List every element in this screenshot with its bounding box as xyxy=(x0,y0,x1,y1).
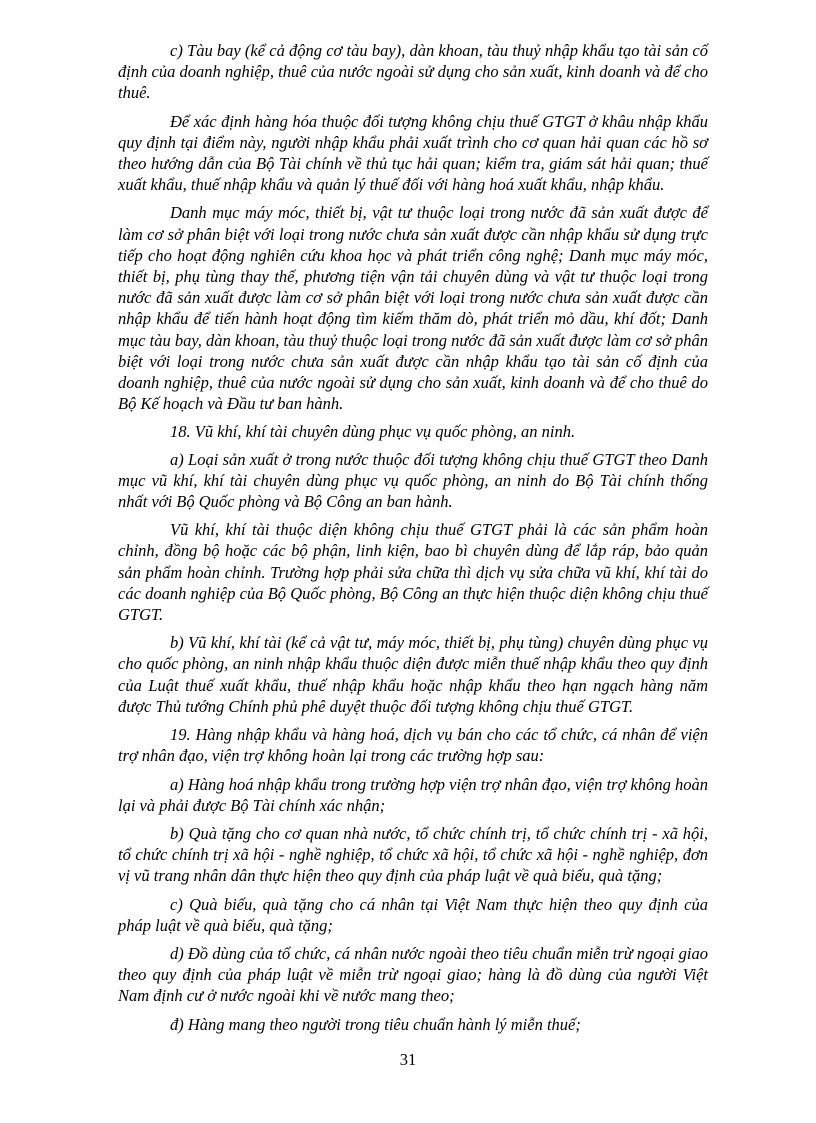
paragraph-item-19b: b) Quà tặng cho cơ quan nhà nước, tổ chức chính trị, tổ chức chính trị - xã hội, tổ chức chính trị xã hội - nghề nghiệp, tổ chức xã hội, tổ chức xã hội - nghề nghiệp, đơn vị vũ trang nhân dân thực hiện theo quy định của pháp luật về quà biếu, quà tặng; xyxy=(118,823,708,886)
paragraph-item-18a: a) Loại sản xuất ở trong nước thuộc đối tượng không chịu thuế GTGT theo Danh mục vũ khí, khí tài chuyên dùng phục vụ quốc phòng, an ninh do Bộ Tài chính thống nhất với Bộ Quốc phòng và Bộ Công an ban hành. xyxy=(118,449,708,512)
paragraph-item-18-heading: 18. Vũ khí, khí tài chuyên dùng phục vụ quốc phòng, an ninh. xyxy=(170,422,576,442)
paragraph-aircraft-rigs-ships: c) Tàu bay (kể cả động cơ tàu bay), dàn khoan, tàu thuỷ nhập khẩu tạo tài sản cố định của doanh nghiệp, thuê của nước ngoài sử dụng cho sản xuất, kinh doanh và để cho thuê. xyxy=(118,41,708,103)
page-number: 31 xyxy=(399,1050,417,1069)
paragraph-customs-dossier: Để xác định hàng hóa thuộc đối tượng không chịu thuế GTGT ở khâu nhập khẩu quy định tại điểm này, người nhập khẩu phải xuất trình cho cơ quan hải quan các hồ sơ theo hướng dẫn của Bộ Tài chính về thủ tục hải quan; kiểm tra, giám sát hải quan; thuế xuất khẩu, thuế nhập khẩu và quản lý thuế đối với hàng hoá xuất khẩu, nhập khẩu. xyxy=(118,111,708,195)
document-body xyxy=(118,40,708,1042)
paragraph-item-19d: d) Đồ dùng của tổ chức, cá nhân nước ngoài theo tiêu chuẩn miễn trừ ngoại giao theo quy định của pháp luật về miễn trừ ngoại giao; hàng là đồ dùng của người Việt Nam định cư ở nước ngoài khi về nước mang theo; xyxy=(118,943,708,1006)
paragraph-item-19-heading: 19. Hàng nhập khẩu và hàng hoá, dịch vụ bán cho các tổ chức, cá nhân để viện trợ nhân đạo, viện trợ không hoàn lại trong các trường hợp sau: xyxy=(118,725,708,766)
paragraph-equipment-lists: Danh mục máy móc, thiết bị, vật tư thuộc loại trong nước đã sản xuất được để làm cơ sở phân biệt với loại trong nước chưa sản xuất được cần nhập khẩu sử dụng trực tiếp cho hoạt động nghiên cứu khoa học và phát triển công nghệ; Danh mục máy móc, thiết bị, phụ tùng thay thế, phương tiện vận tải chuyên dùng và vật tư thuộc loại trong nước đã sản xuất được làm cơ sở phân biệt với loại trong nước chưa sản xuất được cần nhập khẩu để tiến hành hoạt động tìm kiếm thăm dò, phát triển mỏ dầu, khí đốt; Danh mục tàu bay, dàn khoan, tàu thuỷ thuộc loại trong nước đã sản xuất được làm cơ sở phân biệt với loại trong nước chưa sản xuất được cần nhập khẩu tạo tài sản cố định của doanh nghiệp, thuê của nước ngoài sử dụng cho sản xuất, kinh doanh và để cho thuê do Bộ Kế hoạch và Đầu tư ban hành. xyxy=(118,203,708,414)
paragraph-item-18b: b) Vũ khí, khí tài (kể cả vật tư, máy móc, thiết bị, phụ tùng) chuyên dùng phục vụ cho quốc phòng, an ninh nhập khẩu thuộc diện được miễn thuế nhập khẩu theo quy định của Luật thuế xuất khẩu, thuế nhập khẩu hoặc nhập khẩu theo hạn ngạch hàng năm được Thủ tướng Chính phủ phê duyệt thuộc đối tượng không chịu thuế GTGT. xyxy=(118,633,708,716)
paragraph-item-19dd: đ) Hàng mang theo người trong tiêu chuẩn hành lý miễn thuế; xyxy=(170,1014,581,1034)
paragraph-weapons-definition: Vũ khí, khí tài thuộc diện không chịu thuế GTGT phải là các sản phẩm hoàn chỉnh, đồng bộ hoặc các bộ phận, linh kiện, bao bì chuyên dùng để lắp ráp, bảo quản sản phẩm hoàn chỉnh. Trường hợp phải sửa chữa thì dịch vụ sửa chữa vũ khí, khí tài do các doanh nghiệp của Bộ Quốc phòng, Bộ Công an thực hiện thuộc diện không chịu thuế GTGT. xyxy=(118,520,708,625)
paragraph-item-19c: c) Quà biếu, quà tặng cho cá nhân tại Việt Nam thực hiện theo quy định của pháp luật về quà biếu, quà tặng; xyxy=(118,894,708,935)
paragraph-item-19a: a) Hàng hoá nhập khẩu trong trường hợp viện trợ nhân đạo, viện trợ không hoàn lại và phải được Bộ Tài chính xác nhận; xyxy=(118,774,708,815)
